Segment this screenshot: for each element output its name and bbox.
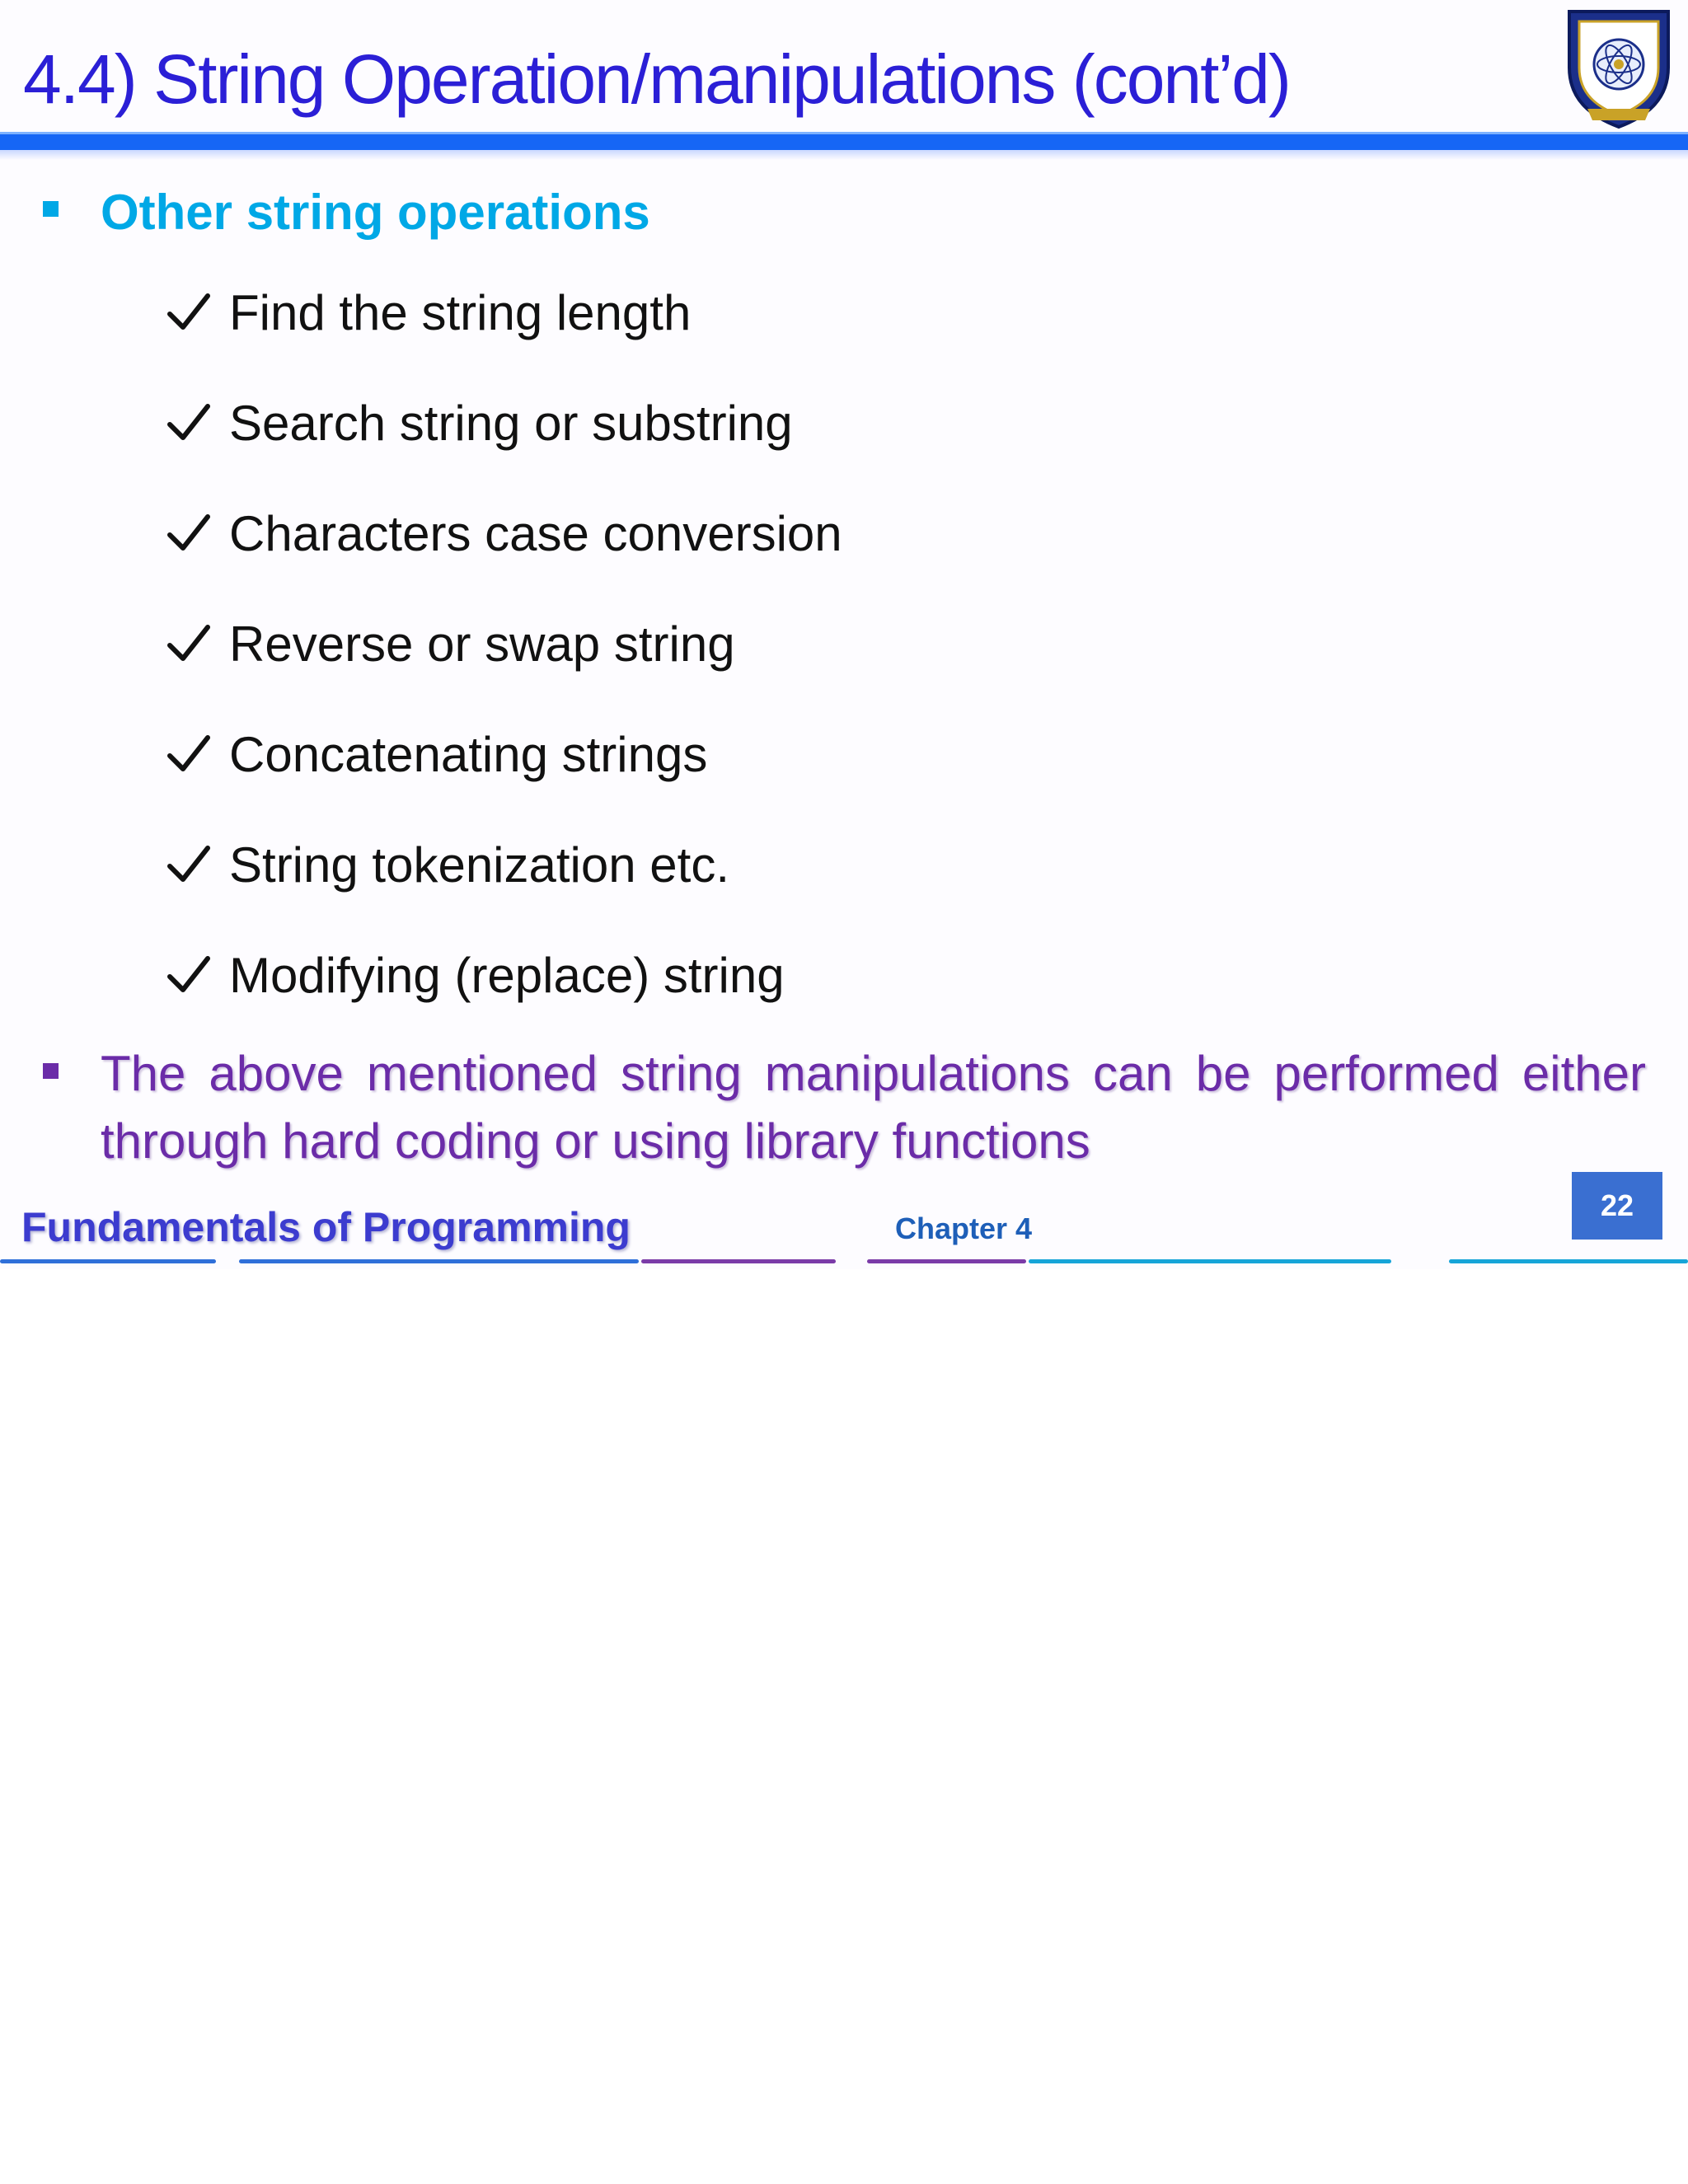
footer-line-segment (1449, 1259, 1688, 1263)
list-item (165, 722, 1319, 788)
check-icon (165, 952, 213, 1000)
check-icon (165, 841, 213, 889)
operation-label: Reverse or swap string (229, 616, 735, 672)
page-number-badge: 22 (1572, 1172, 1662, 1240)
heading-bullet-icon (43, 201, 59, 217)
operation-label: Find the string length (229, 285, 692, 340)
operation-label: Concatenating strings (229, 727, 708, 782)
footer-line-segment (239, 1259, 639, 1263)
footer-chapter: Chapter 4 (895, 1212, 1033, 1245)
check-icon (165, 400, 213, 448)
section-heading: Other string operations (101, 185, 650, 240)
check-icon (165, 731, 213, 779)
note-bullet-icon (43, 1063, 59, 1079)
title-rule (0, 132, 1688, 150)
operation-label: Characters case conversion (229, 506, 842, 561)
footer-line-segment (867, 1259, 1026, 1263)
list-item (165, 612, 1319, 677)
university-seal-logo (1563, 3, 1675, 129)
summary-note: The above mentioned string manipulations can be performed either through hard coding or using library functions (101, 1046, 1646, 1169)
operation-label: String tokenization etc. (229, 837, 730, 893)
footer-line-segment (641, 1259, 836, 1263)
check-icon (165, 289, 213, 337)
footer-line-segment (0, 1259, 216, 1263)
check-icon (165, 510, 213, 558)
list-item (165, 391, 1319, 457)
list-item (165, 943, 1319, 1009)
operation-label: Search string or substring (229, 396, 793, 451)
list-item (165, 832, 1319, 898)
operation-label: Modifying (replace) string (229, 948, 785, 1003)
list-item (165, 501, 1319, 567)
footer-course-title: Fundamentals of Programming (21, 1204, 631, 1250)
page-title: 4.4) String Operation/manipulations (cont’d) (23, 40, 1290, 118)
title-rule-shadow (0, 150, 1688, 160)
list-item (165, 280, 1319, 346)
check-icon (165, 621, 213, 668)
footer-line-segment (1029, 1259, 1391, 1263)
